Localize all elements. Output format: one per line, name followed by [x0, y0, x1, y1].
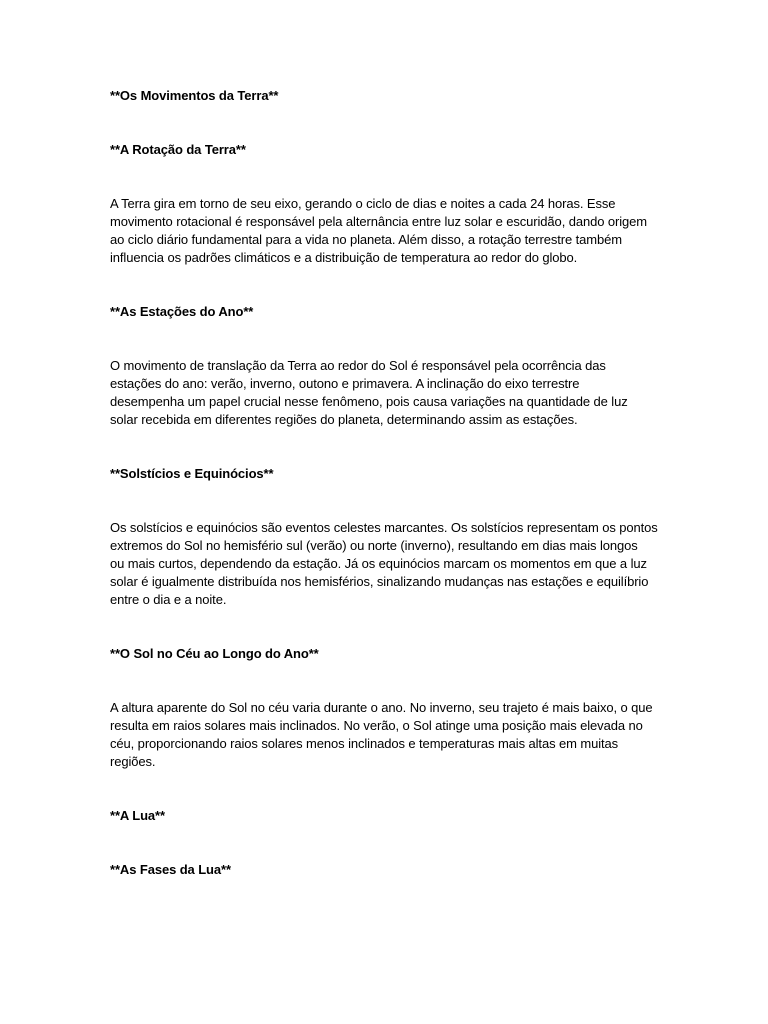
paragraph-line: solar é igualmente distribuída nos hemisférios, sinalizando mudanças nas estações e equilíbrio: [110, 574, 649, 589]
paragraph-estacoes: [110, 357, 660, 429]
paragraph-line: A altura aparente do Sol no céu varia durante o ano. No inverno, seu trajeto é mais baixo, o que: [110, 700, 653, 715]
paragraph-line: influencia os padrões climáticos e a distribuição de temperatura ao redor do globo.: [110, 250, 578, 265]
heading-a-lua: **A Lua**: [110, 808, 165, 823]
heading-solsticios-e-equinocios: **Solstícios e Equinócios**: [110, 466, 274, 481]
paragraph-sol-no-ceu: [110, 699, 660, 771]
paragraph-solsticios: [110, 519, 660, 609]
paragraph-line: movimento rotacional é responsável pela alternância entre luz solar e escuridão, dando origem: [110, 214, 648, 229]
paragraph-line: solar recebida em diferentes regiões do planeta, determinando assim as estações.: [110, 412, 578, 427]
paragraph-line: regiões.: [110, 754, 156, 769]
paragraph-line: O movimento de translação da Terra ao redor do Sol é responsável pela ocorrência das: [110, 358, 606, 373]
paragraph-line: extremos do Sol no hemisfério sul (verão) ou norte (inverno), resultando em dias mais longos: [110, 538, 638, 553]
heading-as-estacoes-do-ano: **As Estações do Ano**: [110, 304, 254, 319]
heading-as-fases-da-lua: **As Fases da Lua**: [110, 862, 231, 877]
paragraph-rotacao: [110, 195, 660, 267]
paragraph-line: ao ciclo diário fundamental para a vida no planeta. Além disso, a rotação terrestre também: [110, 232, 623, 247]
paragraph-line: Os solstícios e equinócios são eventos celestes marcantes. Os solstícios representam os pontos: [110, 520, 658, 535]
heading-o-sol-no-ceu: **O Sol no Céu ao Longo do Ano**: [110, 646, 319, 661]
heading-a-rotacao-da-terra: **A Rotação da Terra**: [110, 142, 246, 157]
paragraph-line: desempenha um papel crucial nesse fenômeno, pois causa variações na quantidade de luz: [110, 394, 628, 409]
heading-os-movimentos-da-terra: **Os Movimentos da Terra**: [110, 88, 279, 103]
paragraph-line: resulta em raios solares mais inclinados. No verão, o Sol atinge uma posição mais elevada no: [110, 718, 643, 733]
paragraph-line: ou mais curtos, dependendo da estação. Já os equinócios marcam os momentos em que a luz: [110, 556, 647, 571]
paragraph-line: entre o dia e a noite.: [110, 592, 227, 607]
paragraph-line: A Terra gira em torno de seu eixo, gerando o ciclo de dias e noites a cada 24 horas. Esse: [110, 196, 616, 211]
paragraph-line: estações do ano: verão, inverno, outono e primavera. A inclinação do eixo terrestre: [110, 376, 580, 391]
paragraph-line: céu, proporcionando raios solares menos inclinados e temperaturas mais altas em muitas: [110, 736, 619, 751]
